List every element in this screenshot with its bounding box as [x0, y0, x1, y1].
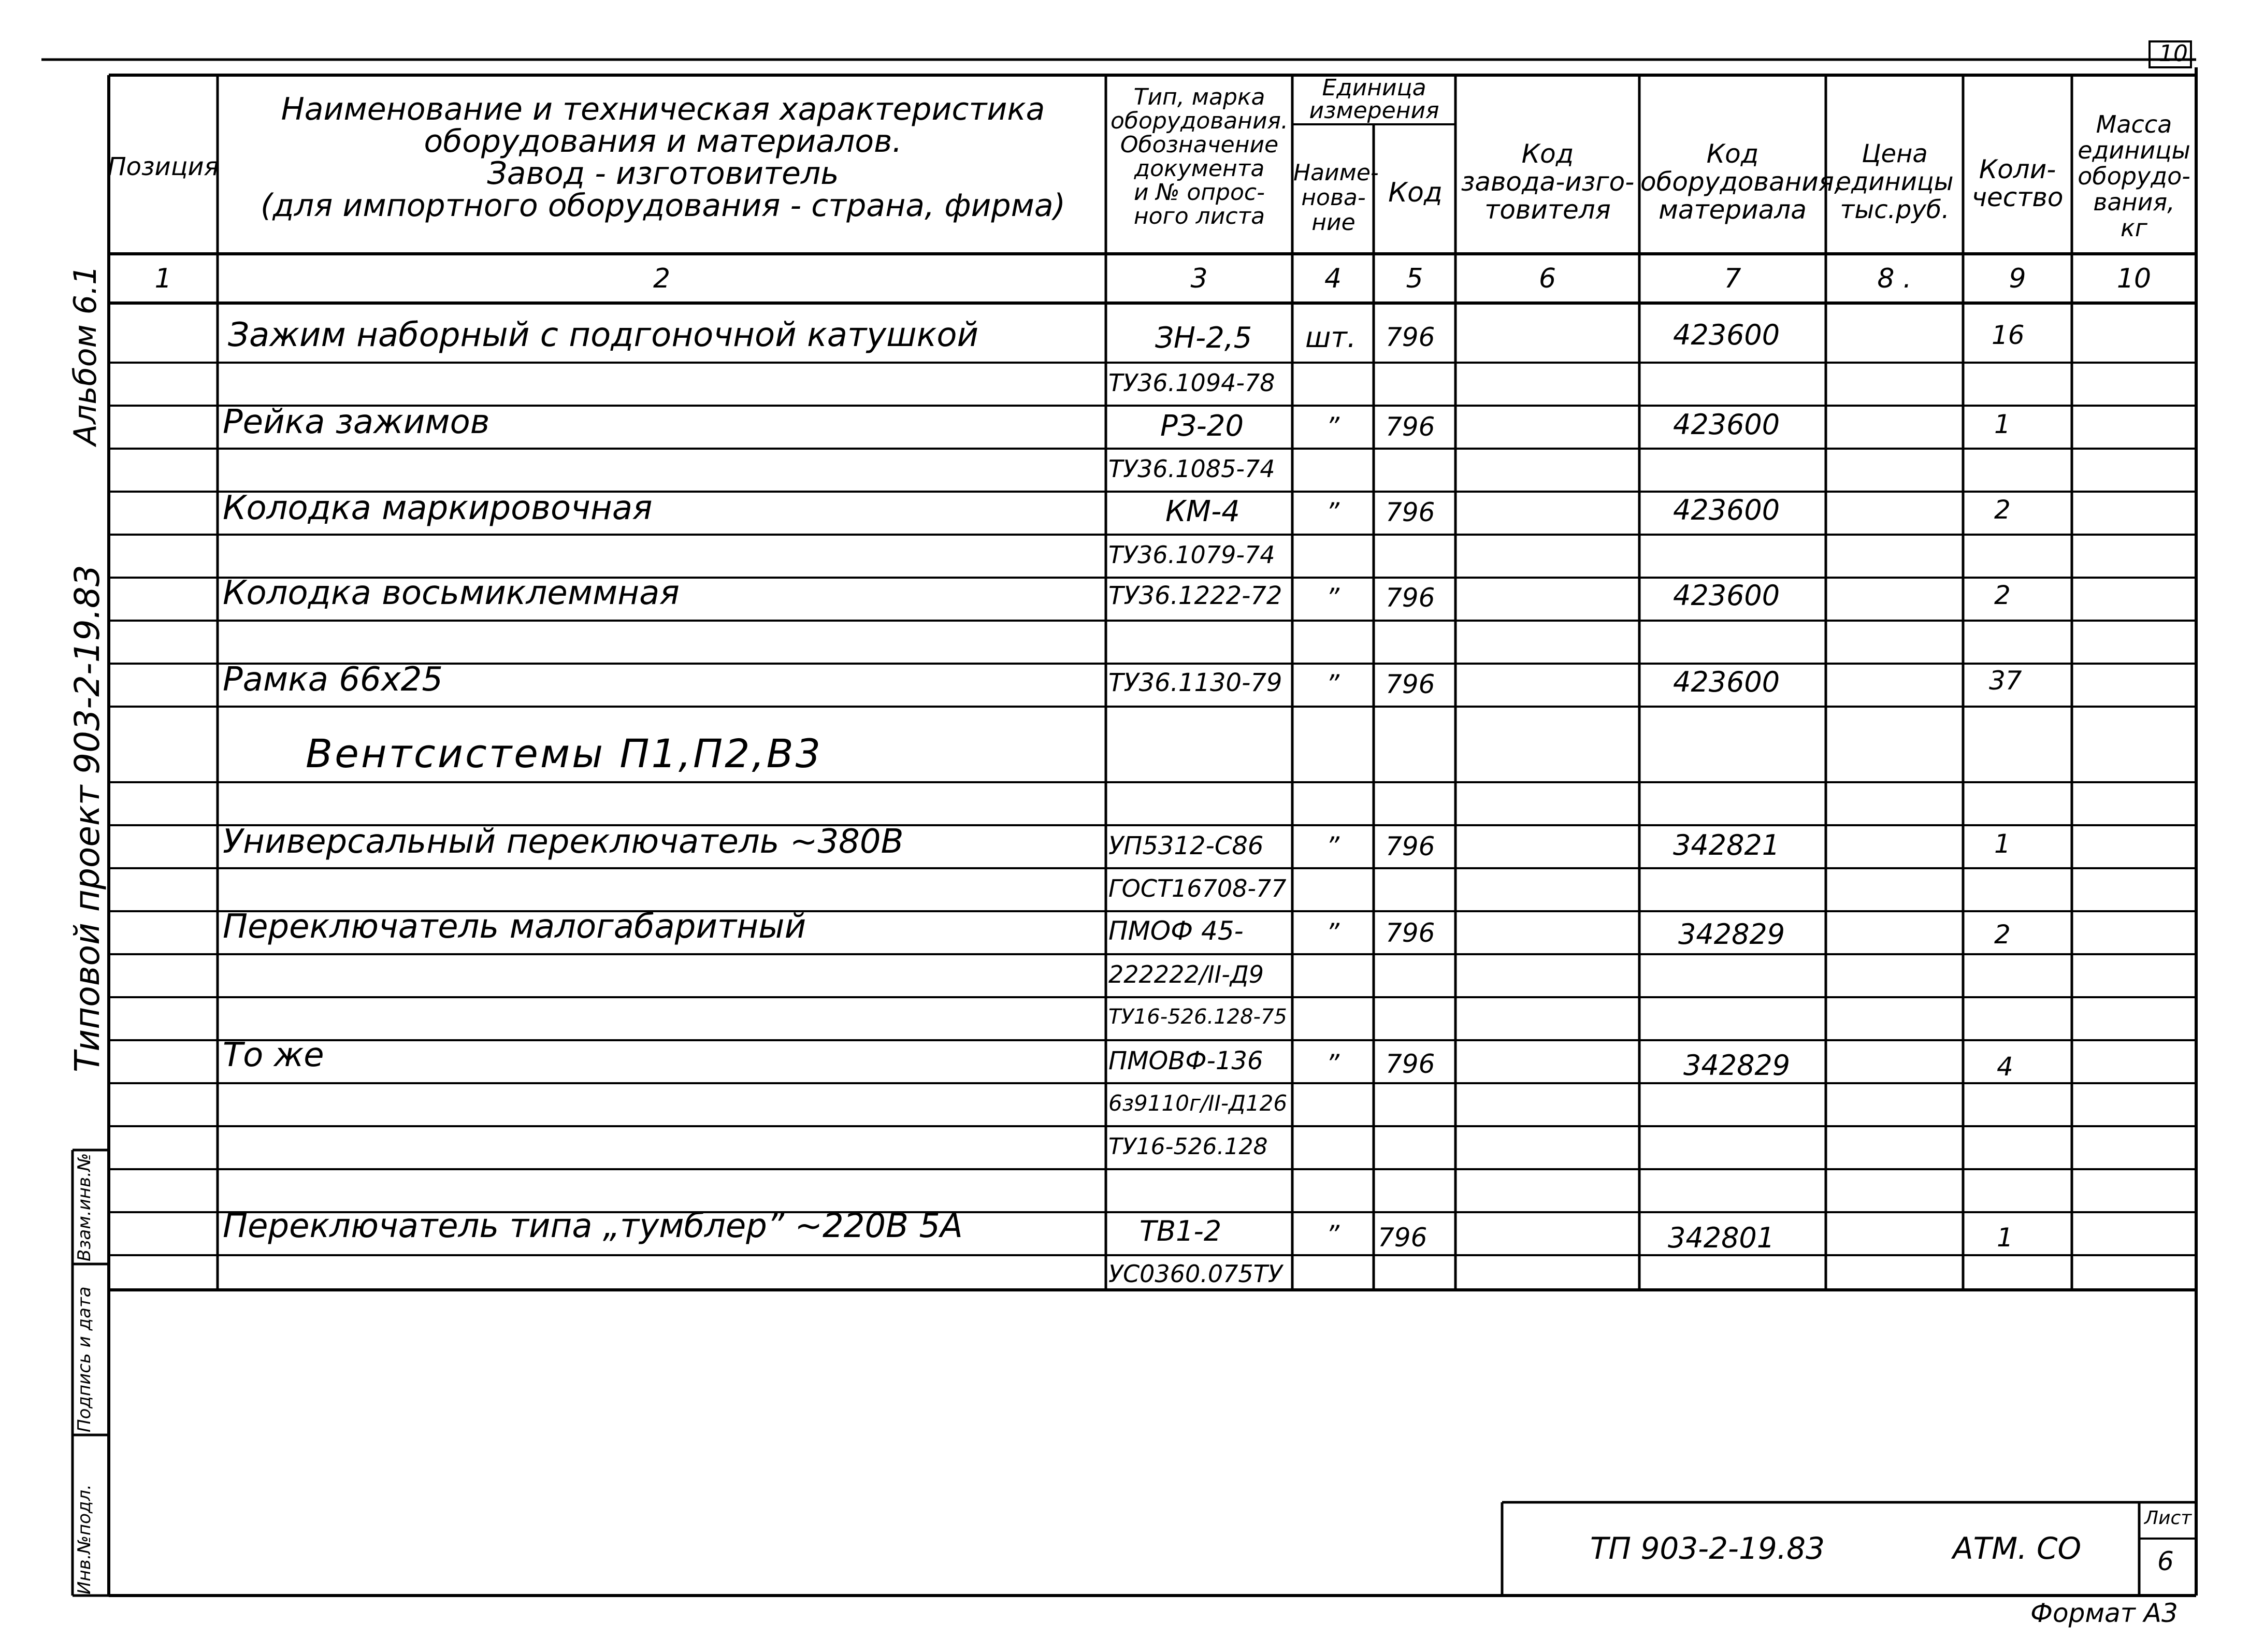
header-factory-code: [1457, 140, 1639, 224]
row-16-qty: 4: [1997, 1052, 2013, 1082]
colnum-6: 6: [1538, 263, 1556, 294]
row-0-type: ЗН-2,5: [1155, 321, 1252, 355]
colnum-2: 2: [653, 263, 671, 294]
sheet-label: Лист: [2144, 1507, 2192, 1529]
stamp-inv-label: Инв.№подл.: [74, 1484, 95, 1594]
header-name: [223, 93, 1103, 222]
header-position: Позиция: [107, 152, 219, 181]
row-2-qty: 1: [1994, 409, 2011, 439]
header-equip-line1: Код: [1706, 139, 1759, 169]
row-20-type: ТВ1-2: [1140, 1215, 1222, 1247]
row-1-type: ТУ36.1094-78: [1108, 369, 1275, 397]
row-6-code: 796: [1386, 583, 1435, 613]
header-type-line5: и № опрос-: [1134, 179, 1265, 206]
stamp-signature-label: Подпись и дата: [74, 1286, 95, 1432]
header-unit-name-line1: Наиме-: [1293, 160, 1379, 186]
row-11-type: УП5312-С86: [1108, 831, 1264, 860]
header-mass-line5: кг: [2121, 214, 2147, 242]
row-11-code: 796: [1386, 831, 1435, 861]
header-type: [1107, 85, 1291, 228]
row-16-type: ПМОВФ-136: [1108, 1046, 1263, 1075]
row-4-unit: ”: [1326, 497, 1339, 527]
header-price-line2: единицы: [1836, 167, 1954, 196]
row-13-name: Переключатель малогабаритный: [223, 908, 806, 946]
header-mass: [2073, 111, 2195, 241]
header-mass-line1: Масса: [2096, 110, 2172, 138]
header-quantity: [1964, 155, 2071, 211]
row-20-qty: 1: [1997, 1223, 2013, 1253]
header-type-line6: ного листа: [1133, 203, 1265, 229]
row-20-code: 796: [1378, 1223, 1427, 1253]
header-type-line4: документа: [1134, 155, 1265, 182]
row-6-type: ТУ36.1222-72: [1108, 581, 1282, 610]
row-5-type: ТУ36.1079-74: [1108, 541, 1275, 569]
row-11-equip-code: 342821: [1673, 829, 1780, 861]
row-6-equip-code: 423600: [1673, 579, 1780, 612]
doc-mark: АТМ. СО: [1953, 1531, 2082, 1566]
row-8-equip-code: 423600: [1673, 666, 1780, 698]
header-name-line1: Наименование и техническая характеристика: [281, 91, 1045, 127]
doc-code: ТП 903-2-19.83: [1590, 1531, 1825, 1566]
colnum-7: 7: [1724, 263, 1741, 294]
header-price-line3: тыс.руб.: [1840, 195, 1950, 224]
row-16-code: 796: [1386, 1049, 1435, 1079]
header-type-line2: оборудования.: [1111, 108, 1288, 134]
header-name-line3: Завод - изготовитель: [487, 155, 839, 192]
row-18-type: ТУ16-526.128: [1108, 1133, 1268, 1160]
row-4-code: 796: [1386, 497, 1435, 527]
row-4-qty: 2: [1994, 495, 2011, 525]
row-17-type: 6з9110г/II-Д126: [1108, 1090, 1288, 1116]
row-0-code: 796: [1386, 322, 1435, 352]
colnum-1: 1: [154, 263, 172, 294]
row-8-type: ТУ36.1130-79: [1108, 668, 1282, 697]
row-13-unit: ”: [1326, 918, 1339, 948]
row-2-name: Рейка зажимов: [223, 403, 490, 441]
row-12-type: ГОСТ16708-77: [1108, 874, 1287, 902]
section-heading: Вентсистемы П1,П2,В3: [306, 730, 823, 777]
header-unit-name-line2: нова-: [1301, 184, 1366, 211]
row-4-type: КМ-4: [1165, 495, 1240, 528]
colnum-9: 9: [2009, 263, 2026, 294]
row-20-equip-code: 342801: [1668, 1222, 1775, 1254]
sheet-no: 6: [2157, 1546, 2174, 1576]
header-type-line1: Тип, марка: [1133, 84, 1265, 110]
header-equip-code: [1640, 139, 1842, 225]
stamp-replace-label: Взам.инв.№: [74, 1153, 95, 1261]
row-20-unit: ”: [1326, 1220, 1339, 1250]
row-11-qty: 1: [1994, 829, 2011, 859]
header-factory-line3: товителя: [1484, 195, 1611, 225]
album-label: Альбом 6.1: [67, 265, 104, 446]
header-price-line1: Цена: [1862, 139, 1928, 168]
row-13-equip-code: 342829: [1678, 918, 1785, 951]
colnum-5: 5: [1406, 263, 1423, 294]
row-13-type: ПМОФ 45-: [1108, 916, 1244, 946]
header-mass-line4: вания,: [2093, 188, 2175, 216]
colnum-3: 3: [1190, 263, 1208, 294]
header-price: [1827, 140, 1963, 224]
header-name-line2: оборудования и материалов.: [424, 123, 902, 160]
header-name-line4: (для импортного оборудования - страна, фирма): [260, 188, 1066, 224]
header-type-line3: Обозначение: [1120, 132, 1279, 158]
row-2-equip-code: 423600: [1673, 408, 1780, 441]
row-0-unit: шт.: [1305, 321, 1357, 354]
row-0-equip-code: 423600: [1673, 319, 1780, 351]
row-2-type: РЗ-20: [1160, 409, 1244, 443]
header-mass-line3: оборудо-: [2078, 162, 2190, 190]
colnum-4: 4: [1324, 263, 1342, 294]
header-equip-line2: оборудования,: [1640, 167, 1842, 197]
header-factory-line2: завода-изго-: [1461, 167, 1635, 197]
row-8-unit: ”: [1326, 669, 1339, 699]
row-6-qty: 2: [1994, 580, 2011, 610]
row-2-code: 796: [1386, 412, 1435, 442]
header-unit-line2: измерения: [1309, 97, 1439, 124]
header-factory-line1: Код: [1521, 139, 1574, 169]
row-8-qty: 37: [1989, 666, 2022, 696]
row-0-name: Зажим наборный с подгоночной катушкой: [228, 316, 979, 354]
format-label: Формат А3: [2030, 1598, 2178, 1628]
project-label: Типовой проект 903-2-19.83: [67, 565, 107, 1072]
header-unit-name: [1293, 160, 1379, 236]
row-2-unit: ”: [1326, 412, 1339, 442]
row-15-type: ТУ16-526.128-75: [1108, 1005, 1287, 1029]
row-14-type: 222222/II-Д9: [1108, 960, 1264, 988]
row-3-type: ТУ36.1085-74: [1108, 455, 1275, 483]
row-20-name: Переключатель типа „тумблер” ~220В 5А: [223, 1207, 963, 1245]
row-11-name: Универсальный переключатель ~380В: [223, 823, 904, 861]
row-11-unit: ”: [1326, 831, 1339, 861]
row-6-name: Колодка восьмиклеммная: [223, 574, 680, 612]
row-6-unit: ”: [1326, 583, 1339, 613]
row-13-qty: 2: [1994, 920, 2011, 950]
header-mass-line2: единицы: [2078, 136, 2190, 164]
sheet-number: 10: [2159, 40, 2188, 67]
row-8-name: Рамка 66х25: [223, 660, 443, 699]
row-16-equip-code: 342829: [1683, 1049, 1791, 1082]
row-13-code: 796: [1386, 918, 1435, 948]
row-0-qty: 16: [1992, 320, 2025, 350]
header-unit-group: [1293, 77, 1455, 122]
header-equip-line3: материала: [1659, 195, 1807, 225]
header-qty-line2: чество: [1971, 182, 2064, 212]
colnum-8: 8 .: [1877, 263, 1912, 294]
header-unit-line1: Единица: [1322, 75, 1426, 101]
row-21-type: УС0360.075ТУ: [1108, 1260, 1282, 1288]
header-unit-code: Код: [1388, 177, 1443, 208]
colnum-10: 10: [2116, 263, 2152, 294]
header-unit-name-line3: ние: [1311, 209, 1355, 236]
header-qty-line1: Коли-: [1979, 154, 2056, 184]
row-16-name: То же: [223, 1036, 324, 1074]
row-4-equip-code: 423600: [1673, 494, 1780, 526]
row-8-code: 796: [1386, 669, 1435, 699]
row-4-name: Колодка маркировочная: [223, 489, 653, 527]
row-16-unit: ”: [1326, 1049, 1339, 1079]
